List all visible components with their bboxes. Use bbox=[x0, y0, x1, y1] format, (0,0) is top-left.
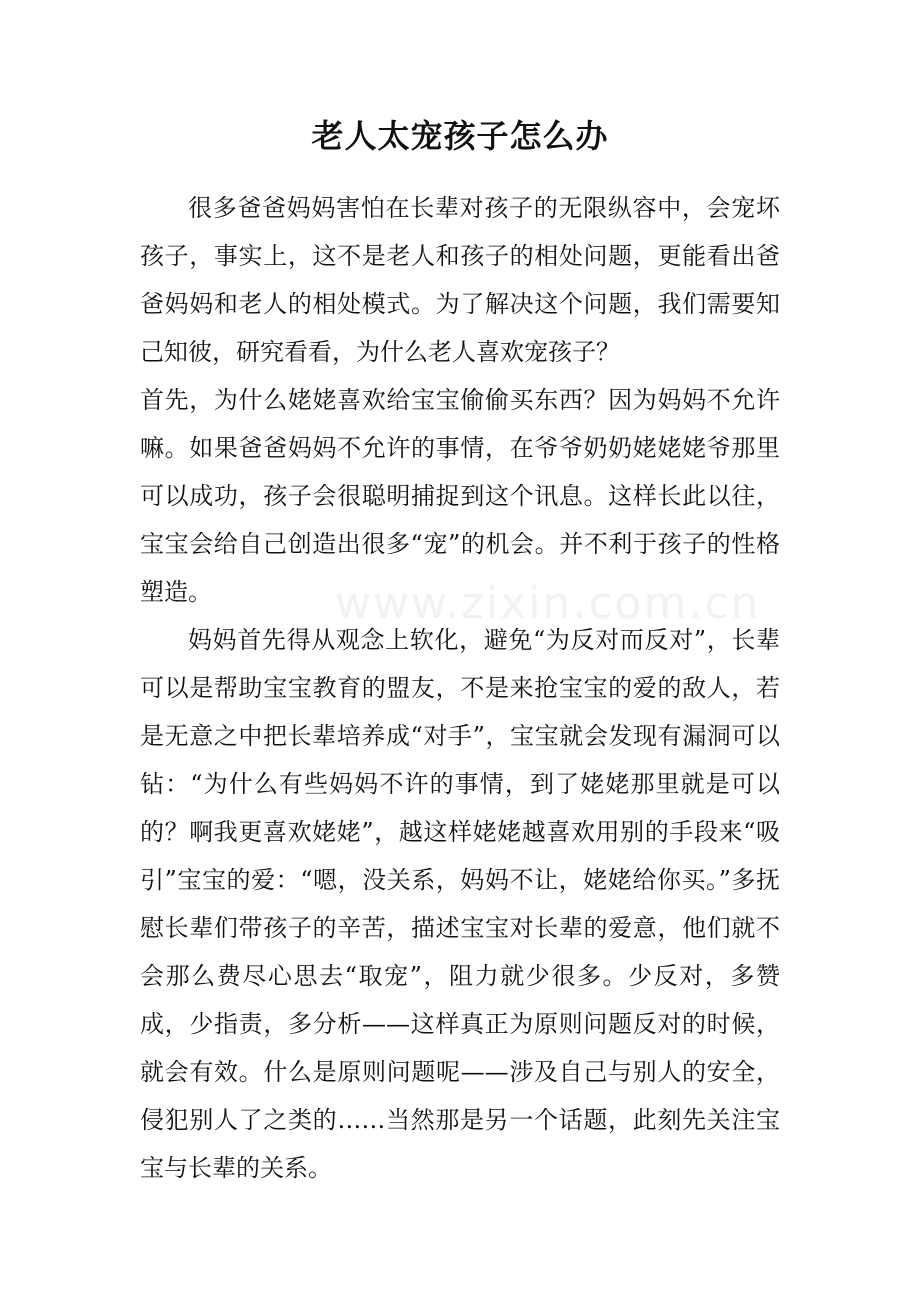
article-body bbox=[140, 184, 780, 1192]
paragraph-2: 首先，为什么姥姥喜欢给宝宝偷偷买东西？因为妈妈不允许嘛。如果爸爸妈妈不允许的事情，在爷爷奶奶姥姥姥爷那里可以成功，孩子会很聪明捕捉到这个讯息。这样长此以往，宝宝会给自己创造出很多“宠”的机会。并不利于孩子的性格塑造。 bbox=[140, 386, 780, 606]
paragraph-1: 很多爸爸妈妈害怕在长辈对孩子的无限纵容中，会宠坏孩子，事实上，这不是老人和孩子的相处问题，更能看出爸爸妈妈和老人的相处模式。为了解决这个问题，我们需要知己知彼，研究看看，为什么老人喜欢宠孩子？ bbox=[140, 194, 780, 366]
page-title: 老人太宠孩子怎么办 bbox=[311, 117, 609, 155]
watermark: www.zixin.com.cn bbox=[335, 578, 761, 629]
paragraph-3: 妈妈首先得从观念上软化，避免“为反对而反对”，长辈可以是帮助宝宝教育的盟友，不是来抢宝宝的爱的敌人，若是无意之中把长辈培养成“对手”，宝宝就会发现有漏洞可以钻：“为什么有些妈妈不许的事情，到了姥姥那里就是可以的？啊我更喜欢姥姥”，越这样姥姥越喜欢用别的手段来“吸引”宝宝的爱：“嗯，没关系，妈妈不让，姥姥给你买。”多抚慰长辈们带孩子的辛苦，描述宝宝对长辈的爱意，他们就不会那么费尽心思去“取宠”，阻力就少很多。少反对，多赞成，少指责，多分析——这样真正为原则问题反对的时候，就会有效。什么是原则问题呢——涉及自己与别人的安全，侵犯别人了之类的……当然那是另一个话题，此刻先关注宝宝与长辈的关系。 bbox=[140, 626, 780, 1182]
